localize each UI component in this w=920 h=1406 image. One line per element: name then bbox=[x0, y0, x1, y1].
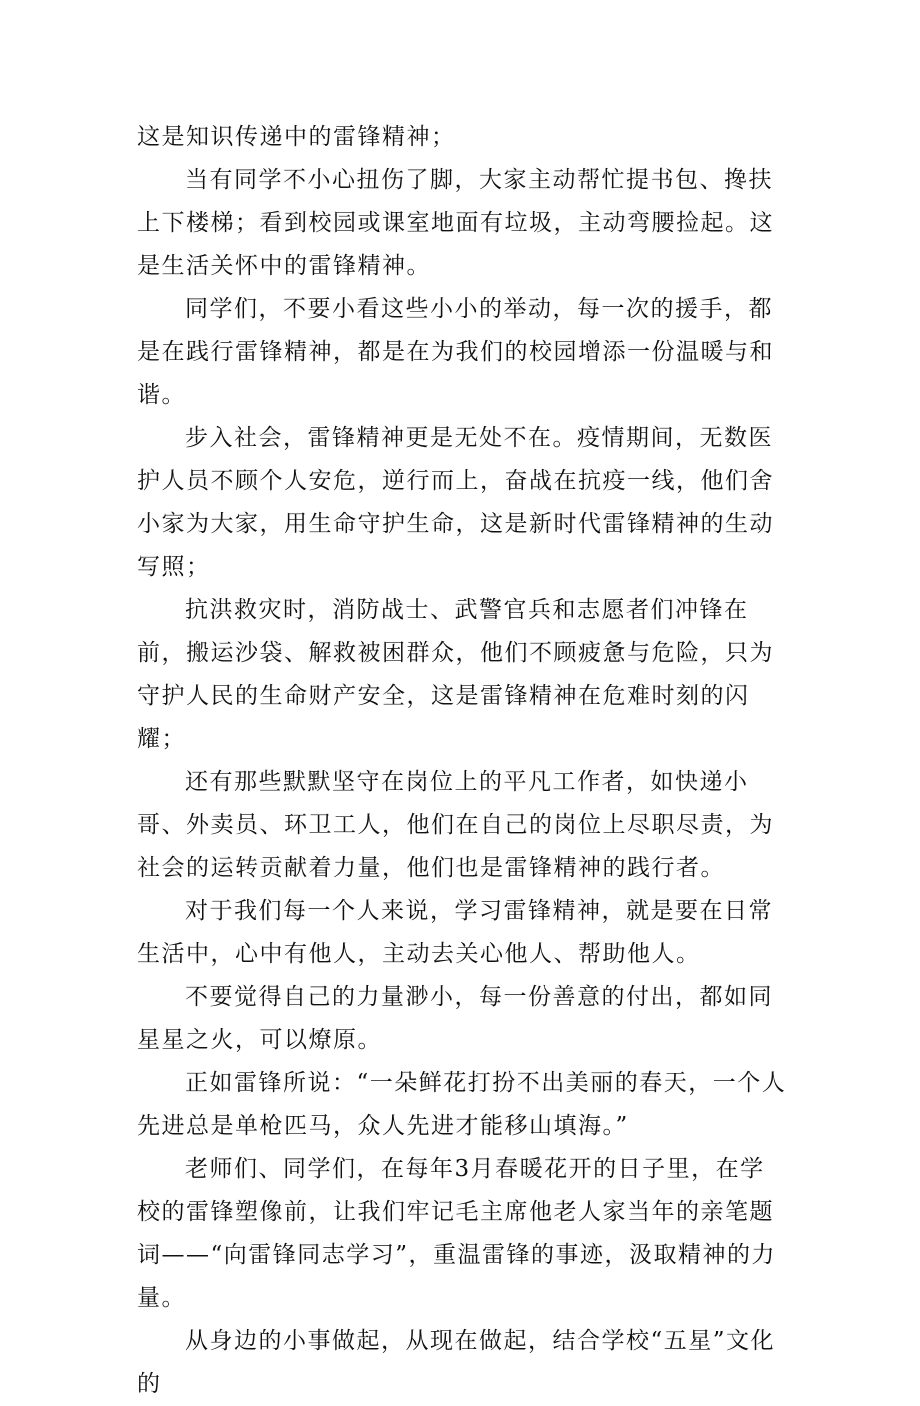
paragraph: 还有那些默默坚守在岗位上的平凡工作者，如快递小哥、外卖员、环卫工人，他们在自己的岗位上尽职尽责，为社会的运转贡献着力量，他们也是雷锋精神的践行者。 bbox=[137, 769, 774, 881]
paragraph: 这是知识传递中的雷锋精神； bbox=[137, 124, 456, 150]
document-body bbox=[137, 116, 787, 1406]
paragraph: 从身边的小事做起，从现在做起，结合学校“五星”文化的 bbox=[137, 1328, 776, 1397]
paragraph: 不要觉得自己的力量渺小，每一份善意的付出，都如同星星之火，可以燎原。 bbox=[137, 984, 773, 1053]
paragraph: 正如雷锋所说：“一朵鲜花打扮不出美丽的春天，一个人先进总是单枪匹马，众人先进才能移山填海。” bbox=[137, 1070, 787, 1139]
paragraph: 同学们，不要小看这些小小的举动，每一次的援手，都是在践行雷锋精神，都是在为我们的校园增添一份温暖与和谐。 bbox=[137, 296, 774, 408]
paragraph: 抗洪救灾时，消防战士、武警官兵和志愿者们冲锋在前，搬运沙袋、解救被困群众，他们不顾疲惫与危险，只为守护人民的生命财产安全，这是雷锋精神在危难时刻的闪耀； bbox=[137, 597, 774, 752]
paragraph: 老师们、同学们，在每年3月春暖花开的日子里，在学校的雷锋塑像前，让我们牢记毛主席他老人家当年的亲笔题词——“向雷锋同志学习”，重温雷锋的事迹，汲取精神的力量。 bbox=[137, 1156, 777, 1311]
paragraph: 步入社会，雷锋精神更是无处不在。疫情期间，无数医护人员不顾个人安危，逆行而上，奋战在抗疫一线，他们舍小家为大家，用生命守护生命，这是新时代雷锋精神的生动写照； bbox=[137, 425, 774, 580]
paragraph: 当有同学不小心扭伤了脚，大家主动帮忙提书包、搀扶上下楼梯；看到校园或课室地面有垃圾，主动弯腰捡起。这是生活关怀中的雷锋精神。 bbox=[137, 167, 774, 279]
paragraph: 对于我们每一个人来说，学习雷锋精神，就是要在日常生活中，心中有他人，主动去关心他人、帮助他人。 bbox=[137, 898, 773, 967]
